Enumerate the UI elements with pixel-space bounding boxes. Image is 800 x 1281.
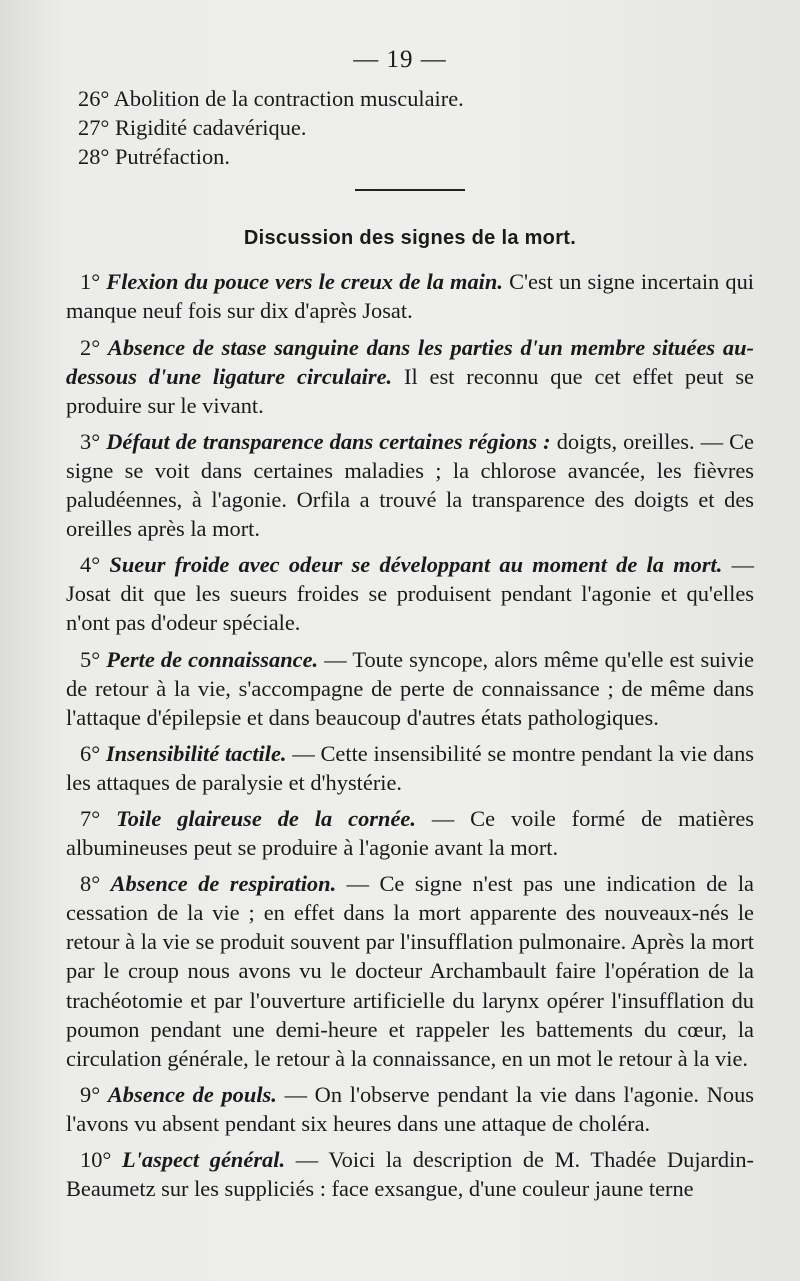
paragraph-number: 2°	[80, 334, 101, 360]
list-item: 26° Abolition de la contraction musculaire.	[78, 86, 464, 111]
paragraph	[66, 869, 754, 1073]
paragraph-title: Défaut de transparence dans certaines régions :	[106, 428, 551, 454]
paragraph-title: Flexion du pouce vers le creux de la main.	[106, 269, 503, 295]
paragraph-text: doigts, oreilles. — Ce signe se voit dans certaines maladies ; la chlorose avancée, les fièvres paludéennes, à l'agonie. Orfila a trouvé la transparence des doigts et des oreilles après la mort.	[66, 428, 754, 542]
paragraph-title: Absence de pouls.	[107, 1081, 277, 1107]
paragraph-title: Perte de connaissance.	[106, 646, 319, 672]
paragraph-number: 6°	[80, 740, 101, 766]
paragraph-text: — On l'observe pendant la vie dans l'agonie. Nous l'avons vu absent pendant six heures dans une attaque de choléra.	[66, 1081, 754, 1136]
paragraph	[66, 427, 754, 543]
page-number: — 19 —	[353, 46, 447, 73]
paragraph-title: Absence de stase sanguine dans les parties d'un membre situées au-dessous d'une ligature circulaire.	[66, 334, 754, 389]
paragraph-text: — Ce signe n'est pas une indication de la cessation de la vie ; en effet dans la mort apparente des nouveaux-nés le retour à la vie se produit souvent par l'insufflation pulmonaire. Après la mort par le croup nous avons vu le docteur Archambault faire l'opération de la trachéotomie et par l'ouverture artificielle du larynx opérer l'insufflation du poumon pendant une demi-heure et rappeler les battements du cœur, la circulation générale, le retour à la connaissance, en un mot le retour à la vie.	[66, 871, 754, 1071]
section-divider	[355, 189, 465, 191]
paragraph	[66, 1145, 754, 1203]
paragraph-text: — Josat dit que les sueurs froides se produisent pendant l'agonie et qu'elles n'ont pas d'odeur spéciale.	[66, 552, 754, 636]
paragraph-number: 7°	[80, 805, 101, 831]
paragraph	[66, 550, 754, 637]
paragraph	[66, 804, 754, 862]
section-heading: Discussion des signes de la mort.	[243, 227, 577, 250]
paragraph	[66, 739, 754, 797]
paragraph-number: 5°	[80, 646, 101, 672]
paragraph-title: Insensibilité tactile.	[105, 740, 287, 766]
paragraph-title: L'aspect général.	[122, 1147, 286, 1172]
page-content	[66, 84, 754, 1210]
paragraph-text: — Cette insensibilité se montre pendant la vie dans les attaques de paralysie et d'hystérie.	[66, 740, 754, 795]
list-item: 27° Rigidité cadavérique.	[78, 115, 307, 141]
paragraph-number: 1°	[80, 269, 101, 295]
paragraph-number: 3°	[80, 428, 101, 454]
paragraph	[66, 1080, 754, 1138]
paragraph-text: — Voici la description de M. Thadée Dujardin-Beaumetz sur les suppliciés : face exsangue, d'une couleur jaune terne	[66, 1147, 754, 1202]
paragraph	[66, 333, 754, 420]
list-item: 28° Putréfaction.	[78, 144, 230, 170]
paragraph-text: C'est un signe incertain qui manque neuf fois sur dix d'après Josat.	[66, 269, 754, 324]
paragraph	[66, 645, 754, 732]
paragraph-number: 10°	[80, 1147, 112, 1172]
paragraph-text: — Toute syncope, alors même qu'elle est suivie de retour à la vie, s'accompagne de perte de connaissance ; de même dans l'attaque d'épilepsie et dans beaucoup d'autres états pathologiques.	[66, 646, 754, 730]
paragraph-number: 4°	[80, 552, 101, 578]
paragraph-number: 9°	[80, 1081, 101, 1107]
paragraph-text: — Ce voile formé de matières albumineuses peut se produire à l'agonie avant la mort.	[66, 805, 754, 861]
paragraph-number: 8°	[80, 871, 101, 897]
paragraph	[66, 267, 754, 325]
paragraph-title: Toile glaireuse de la cornée.	[116, 805, 416, 831]
paragraph-text: Il est reconnu que cet effet peut se produire sur le vivant.	[66, 363, 754, 418]
paragraph-title: Sueur froide avec odeur se développant au moment de la mort.	[109, 552, 723, 578]
paragraph-title: Absence de respiration.	[110, 871, 337, 897]
